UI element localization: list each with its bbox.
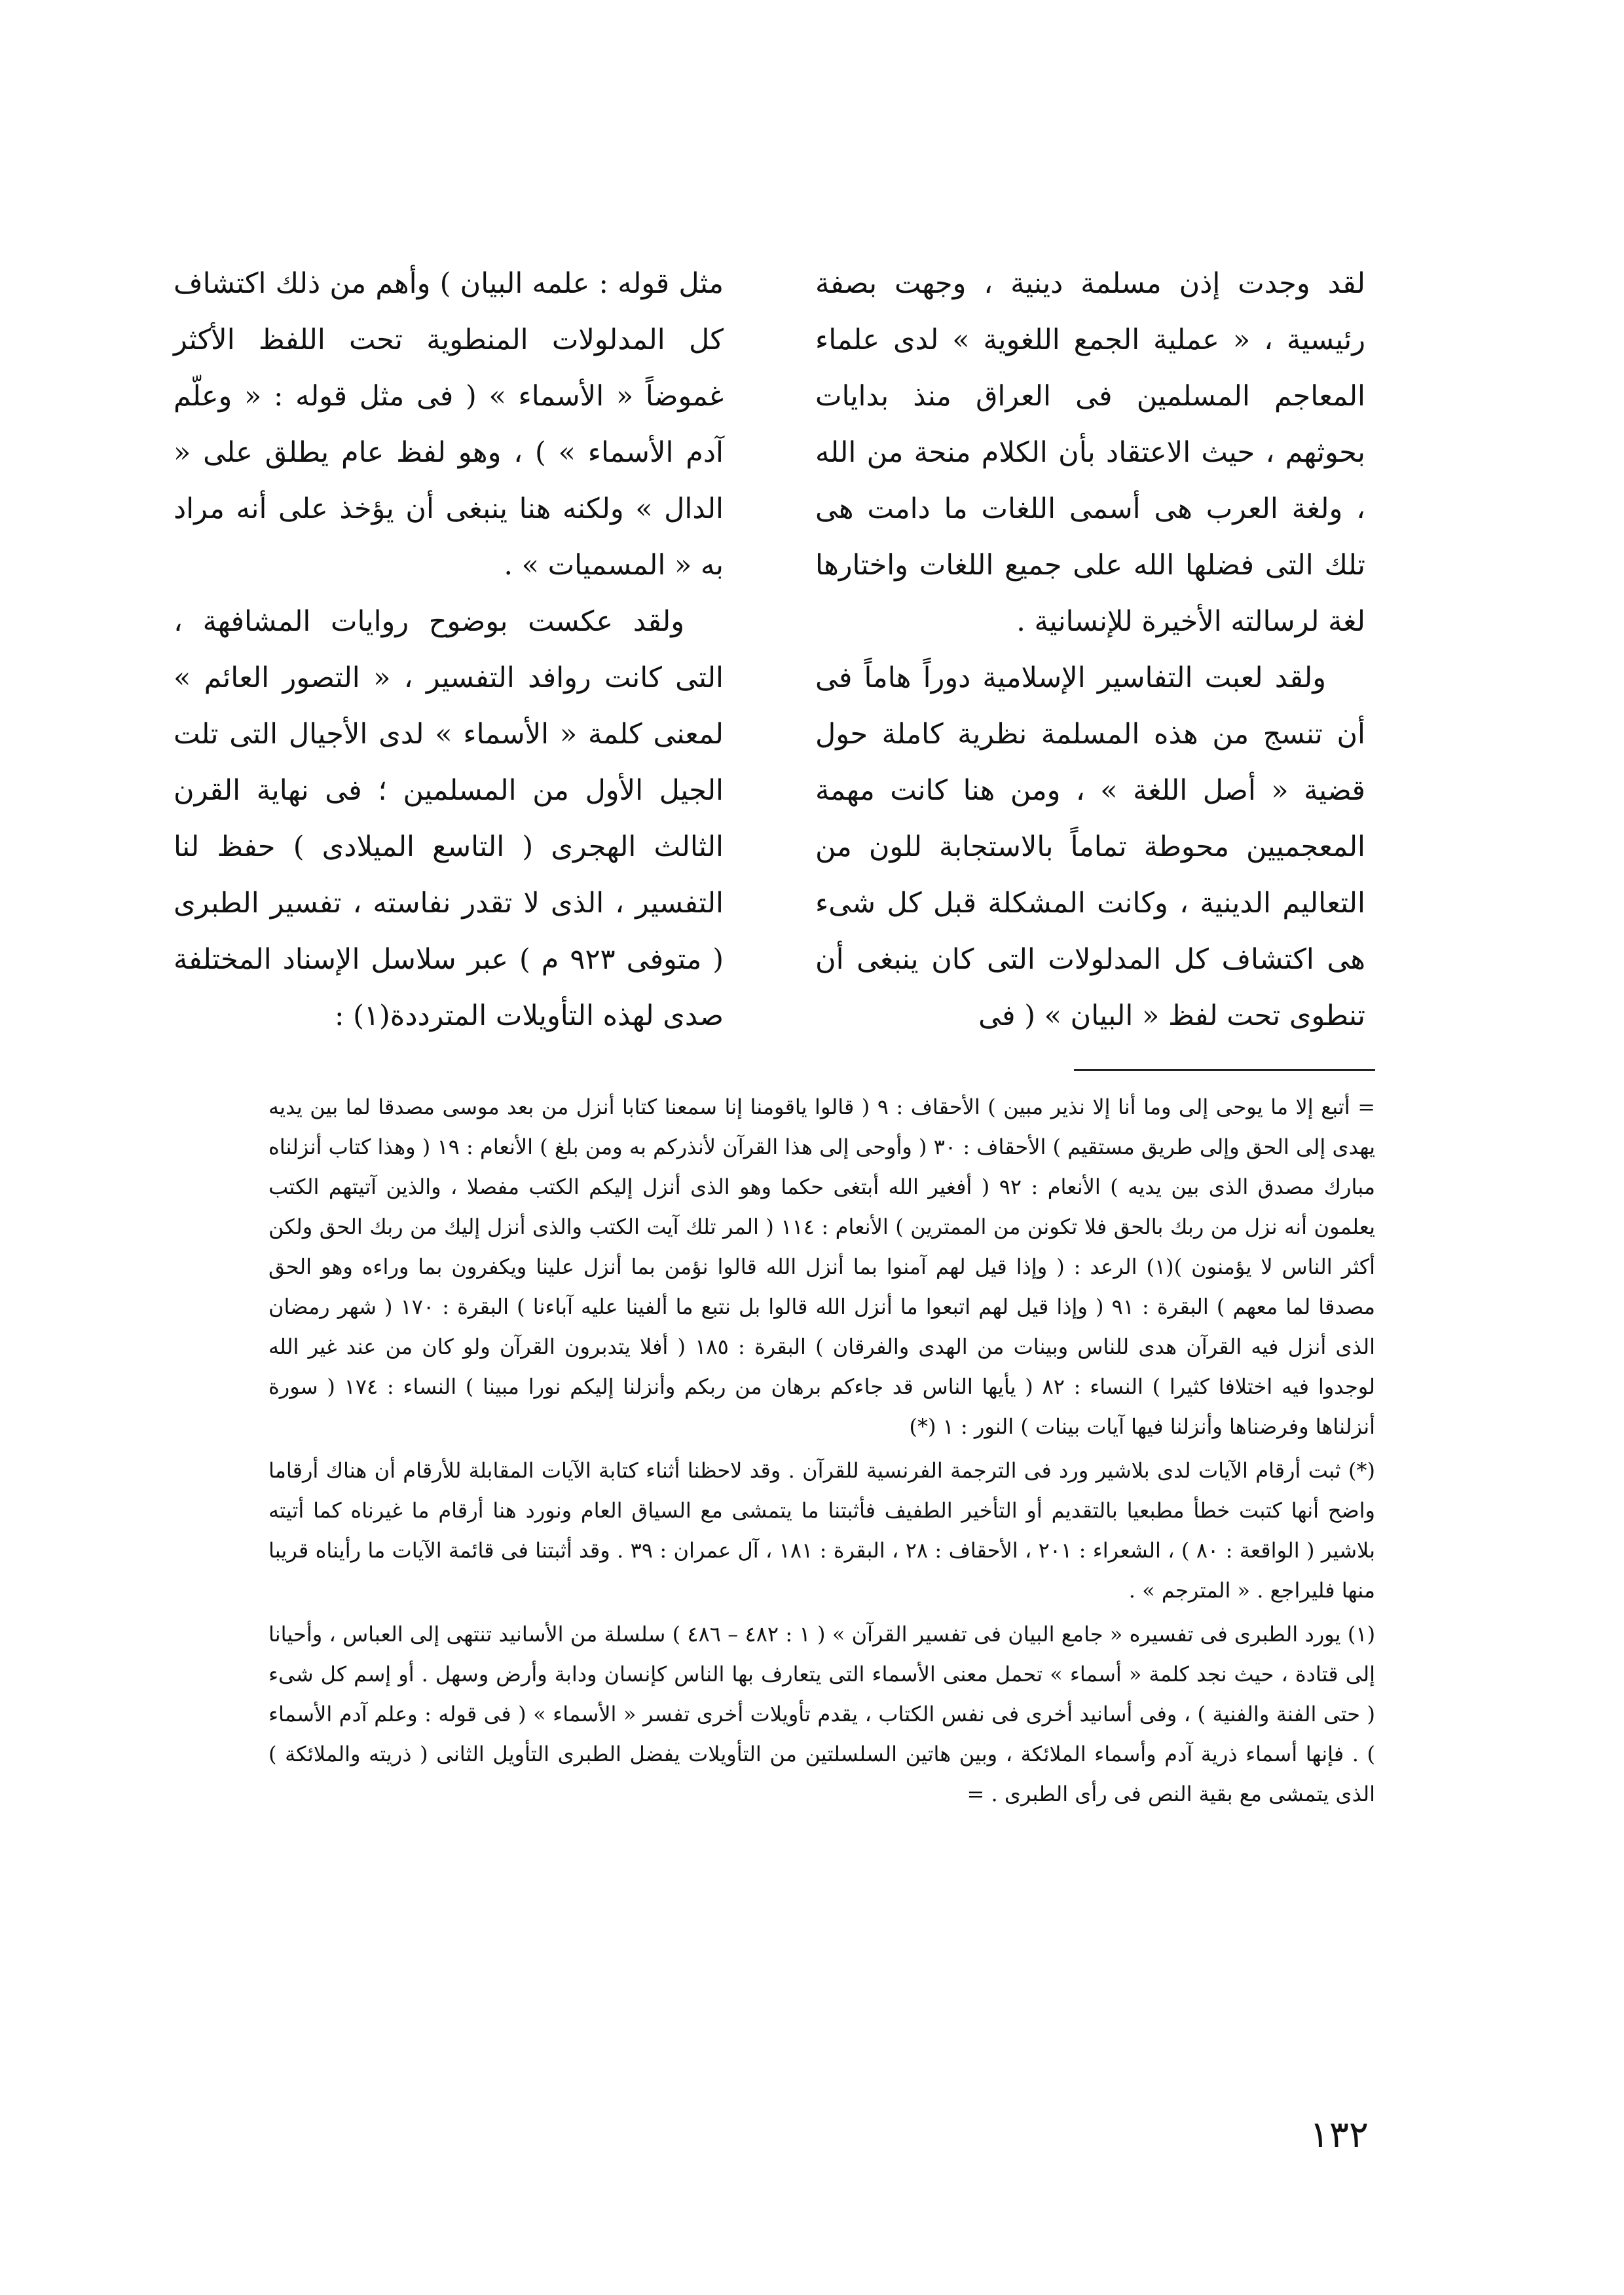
right-text-column [815, 255, 1365, 1044]
paragraph: ولقد عكست بوضوح روايات المشافهة ، التى كانت روافد التفسير ، « التصور العائم » لمعنى كلمة « الأسماء » لدى الأجيال التى تلت الجيل الأول من المسلمين ؛ فى نهاية القرن الثالث الهجرى ( التاسع الميلادى ) حفظ لنا التفسير ، الذى لا تقدر نفاسته ، تفسير الطبرى ( متوفى ٩٢٣ م ) عبر سلاسل الإسناد المختلفة صدى لهذه التأويلات المترددة(١) : [174, 605, 724, 1032]
footnote-1: (١) يورد الطبرى فى تفسيره « جامع البيان فى تفسير القرآن » ( ١ : ٤٨٢ – ٤٨٦ ) سلسلة من الأسانيد تنتهى إلى العباس ، وأحيانا إلى قتادة ، حيث نجد كلمة « أسماء » تحمل معنى الأسماء التى يتعارف بها الناس كإنسان ودابة وأرض وسهل . أو إسم كل شىء ( حتى الفنة والفنية ) ، وفى أسانيد أخرى فى نفس الكتاب ، يقدم تأويلات أخرى تفسر « الأسماء » ( فى قوله : وعلم آدم الأسماء ) . فإنها أسماء ذرية آدم وأسماء الملائكة ، وبين هاتين السلسلتين من التأويلات يفضل الطبرى التأويل الثانى ( ذريته والملائكة ) الذى يتمشى مع بقية النص فى رأى الطبرى . = [268, 1622, 1376, 1806]
footnote-asterisk: (*) ثبت أرقام الآيات لدى بلاشير ورد فى الترجمة الفرنسية للقرآن . وقد لاحظنا أثناء كتابة الآيات المقابلة للأرقام أن هناك أرقاما واضح أنها كتبت خطأ مطبعيا بالتقديم أو التأخير الطفيف فأثبتنا ما يتمشى مع السياق العام ونورد هنا أرقام ما غيرناه كما أتيته بلاشير ( الواقعة : ٨٠ ) ، الشعراء : ٢٠١ ، الأحقاف : ٢٨ ، البقرة : ١٨١ ، آل عمران : ٣٩ . وقد أثبتنا فى قائمة الآيات ما رأيناه قريبا منها فليراجع . « المترجم » . [268, 1458, 1376, 1603]
footnote-continuation: = أتبع إلا ما يوحى إلى وما أنا إلا نذير مبين ) الأحقاف : ٩ ( قالوا ياقومنا إنا سمعنا كتابا أنزل من بعد موسى مصدقا لما بين يديه يهدى إلى الحق وإلى طريق مستقيم ) الأحقاف : ٣٠ ( وأوحى إلى هذا القرآن لأنذركم به ومن بلغ ) الأنعام : ١٩ ( وهذا كتاب أنزلناه مبارك مصدق الذى بين يديه ) الأنعام : ٩٢ ( أفغير الله أبتغى حكما وهو الذى أنزل إليكم الكتب مفصلا ، والذين آتيتهم الكتب يعلمون أنه نزل من ربك بالحق فلا تكونن من الممترين ) الأنعام : ١١٤ ( المر تلك آيت الكتب والذى أنزل إليك من ربك الحق ولكن أكثر الناس لا يؤمنون )(١) الرعد : ( وإذا قيل لهم آمنوا بما أنزل الله قالوا نؤمن بما أنزل علينا ويكفرون بما وراءه وهو الحق مصدقا لما معهم ) البقرة : ٩١ ( وإذا قيل لهم اتبعوا ما أنزل الله قالوا بل نتبع ما ألفينا عليه آباءنا ) البقرة : ١٧٠ ( شهر رمضان الذى أنزل فيه القرآن هدى للناس وبينات من الهدى والفرقان ) البقرة : ١٨٥ ( أفلا يتدبرون القرآن ولو كان من عند غير الله لوجدوا فيه اختلافا كثيرا ) النساء : ٨٢ ( يأيها الناس قد جاءكم برهان من ربكم وأنزلنا إليكم نورا مبينا ) النساء : ١٧٤ ( سورة أنزلناها وفرضناها وأنزلنا فيها آيات بينات ) النور : ١ (*) [268, 1094, 1376, 1439]
paragraph: لقد وجدت إذن مسلمة دينية ، وجهت بصفة رئيسية ، « عملية الجمع اللغوية » لدى علماء المعاجم المسلمين فى العراق منذ بدايات بحوثهم ، حيث الاعتقاد بأن الكلام منحة من الله ، ولغة العرب هى أسمى اللغات ما دامت هى تلك التى فضلها الله على جميع اللغات واختارها لغة لرسالته الأخيرة للإنسانية . [815, 267, 1365, 638]
paragraph: ولقد لعبت التفاسير الإسلامية دوراً هاماً فى أن تنسج من هذه المسلمة نظرية كاملة حول قضية « أصل اللغة » ، ومن هنا كانت مهمة المعجميين محوطة تماماً بالاستجابة للون من التعاليم الدينية ، وكانت المشكلة قبل كل شىء هى اكتشاف كل المدلولات التى كان ينبغى أن تنطوى تحت لفظ « البيان » ( فى [815, 662, 1365, 1032]
left-text-column [174, 255, 724, 1044]
footnotes [268, 1087, 1375, 1818]
paragraph: مثل قوله : علمه البيان ) وأهم من ذلك اكتشاف كل المدلولات المنطوية تحت اللفظ الأكثر غموضاً « الأسماء » ( فى مثل قوله : « وعلّم آدم الأسماء » ) ، وهو لفظ عام يطلق على « الدال » ولكنه هنا ينبغى أن يؤخذ على أنه مراد به « المسميات » . [174, 267, 724, 582]
footnote-separator [1074, 1069, 1375, 1071]
page-number: ١٣٢ [1309, 2114, 1369, 2156]
